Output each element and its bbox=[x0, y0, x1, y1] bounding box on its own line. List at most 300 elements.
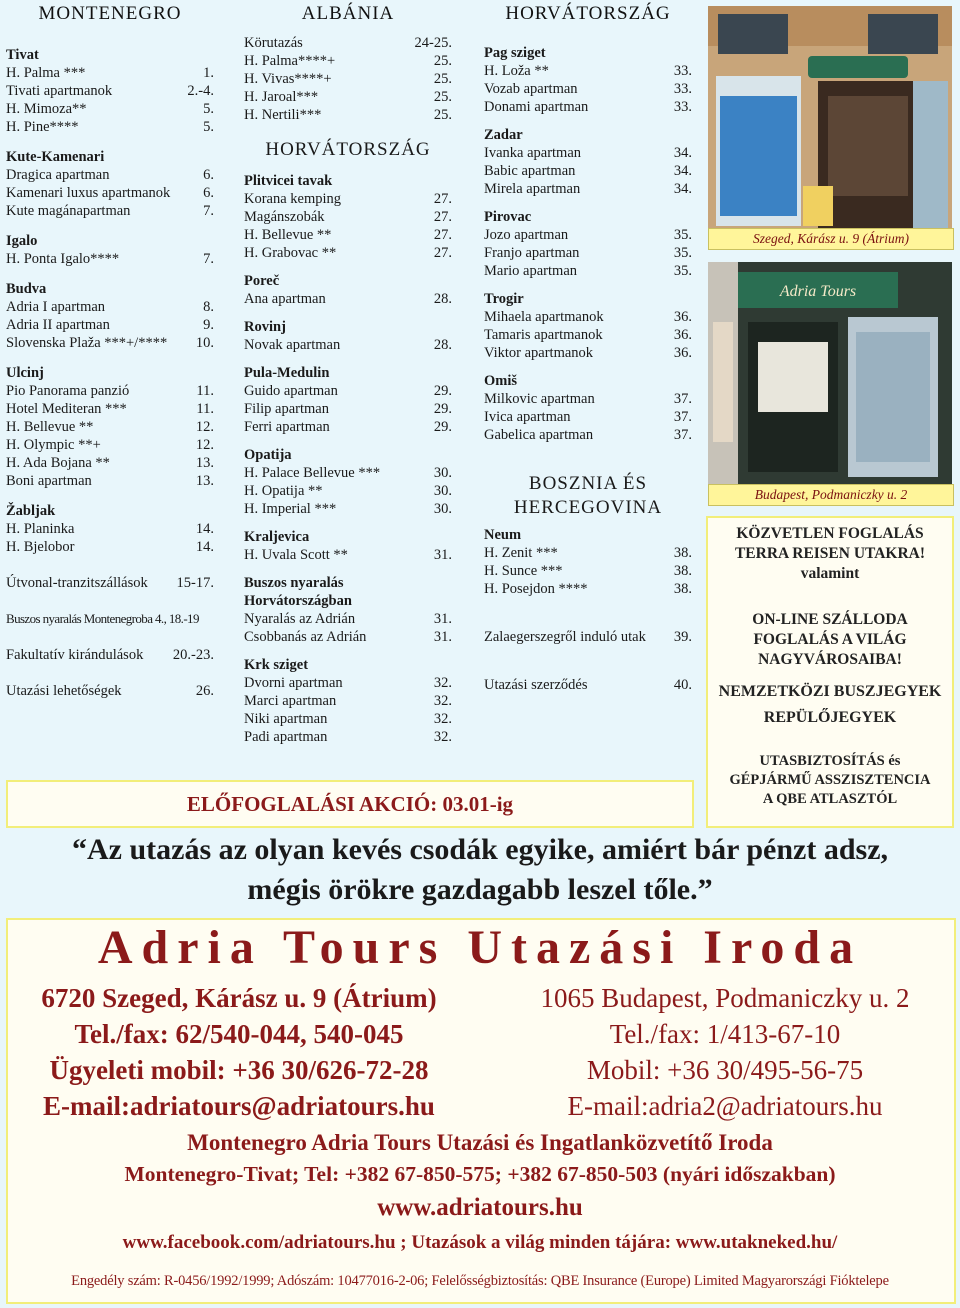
item-page: 30. bbox=[433, 483, 452, 499]
promo-box bbox=[706, 516, 954, 828]
item-name: H. Sunce *** bbox=[484, 563, 563, 579]
item-name: H. Nertili*** bbox=[244, 107, 322, 123]
list-item bbox=[484, 326, 692, 344]
item-name: Pio Panorama panzió bbox=[6, 383, 130, 399]
section-heading: Plitvicei tavak bbox=[244, 173, 333, 189]
item-name: H. Olympic **+ bbox=[6, 437, 101, 453]
promo-line-4: ON-LINE SZÁLLODA bbox=[752, 611, 908, 628]
quote-line-1: “Az utazás az olyan kevés csodák egyike, amiért bár pénzt adsz, bbox=[71, 833, 889, 866]
list-item bbox=[244, 418, 452, 436]
bosnia-sections bbox=[484, 526, 692, 598]
item-name: Hotel Mediteran *** bbox=[6, 401, 127, 417]
item-name: Adria II apartman bbox=[6, 317, 110, 333]
list-item bbox=[484, 308, 692, 326]
section bbox=[244, 364, 452, 436]
bosnia-title-line1: BOSZNIA ÉS bbox=[528, 473, 648, 494]
montenegro-title: MONTENEGRO bbox=[38, 3, 182, 24]
croatia-subtitle: HORVÁTORSZÁG bbox=[265, 139, 431, 160]
list-item bbox=[244, 34, 452, 52]
list-item bbox=[484, 562, 692, 580]
item-page: 36. bbox=[673, 327, 692, 343]
section bbox=[244, 656, 452, 746]
item-name: Körutazás bbox=[244, 35, 303, 51]
item-page: 7. bbox=[203, 251, 214, 267]
list-item bbox=[6, 334, 214, 352]
item-page: 37. bbox=[673, 427, 692, 443]
list-item bbox=[6, 418, 214, 436]
list-item bbox=[244, 500, 452, 518]
list-item bbox=[484, 162, 692, 180]
item-name: Ivica apartman bbox=[484, 409, 571, 425]
item-name: Niki apartman bbox=[244, 711, 328, 727]
croatia-extras bbox=[484, 628, 692, 694]
item-page: 32. bbox=[433, 675, 452, 691]
early-booking-text: ELŐFOGLALÁSI AKCIÓ: 03.01-ig bbox=[186, 792, 514, 816]
item-page: 31. bbox=[433, 629, 452, 645]
list-item bbox=[244, 610, 452, 628]
section bbox=[244, 446, 452, 518]
item-page: 36. bbox=[673, 345, 692, 361]
item-name: Babic apartman bbox=[484, 163, 576, 179]
storefront-photo-1 bbox=[708, 6, 952, 228]
list-item bbox=[244, 482, 452, 500]
item-name: H. Jaroal*** bbox=[244, 89, 319, 105]
item-page: 35. bbox=[673, 245, 692, 261]
item-page: 34. bbox=[673, 145, 692, 161]
promo-line-5: FOGLALÁS A VILÁG bbox=[753, 631, 907, 648]
extra-item-wrap bbox=[6, 574, 214, 592]
list-item bbox=[6, 316, 214, 334]
list-item bbox=[484, 408, 692, 426]
section bbox=[244, 528, 452, 564]
item-page: 1. bbox=[203, 65, 214, 81]
szeged-caption: Szeged, Kárász u. 9 (Átrium) bbox=[708, 228, 954, 250]
item-page: 35. bbox=[673, 263, 692, 279]
license-text: Engedély szám: R-0456/1992/1999; Adószám: 10477016-2-06; Felelősségbiztosítás: QBE Insurance (Europe) Limited Magyarországi Fióktelepe bbox=[71, 1273, 889, 1289]
item-name: H. Palma****+ bbox=[244, 53, 336, 69]
szeged-office-photo bbox=[708, 6, 952, 228]
item-name: Vozab apartman bbox=[484, 81, 578, 97]
item-name: Milkovic apartman bbox=[484, 391, 595, 407]
item-page: 38. bbox=[673, 581, 692, 597]
item-page: 11. bbox=[196, 401, 214, 417]
item-name: Kute magánapartman bbox=[6, 203, 131, 219]
section-heading: Budva bbox=[6, 281, 47, 297]
montenegro-extras bbox=[6, 574, 214, 700]
item-page: 40. bbox=[673, 677, 692, 693]
item-name: H. Opatija ** bbox=[244, 483, 323, 499]
item-page: 27. bbox=[433, 227, 452, 243]
item-page: 9. bbox=[203, 317, 214, 333]
section bbox=[6, 232, 214, 268]
list-item bbox=[244, 244, 452, 262]
list-item bbox=[6, 454, 214, 472]
item-page: 25. bbox=[433, 89, 452, 105]
item-page: 31. bbox=[433, 611, 452, 627]
item-page: 25. bbox=[433, 107, 452, 123]
item-name: H. Vivas****+ bbox=[244, 71, 332, 87]
list-item bbox=[6, 82, 214, 100]
item-name: Ivanka apartman bbox=[484, 145, 582, 161]
item-name: Magánszobák bbox=[244, 209, 325, 225]
list-item bbox=[244, 710, 452, 728]
quote-line-2: mégis örökre gazdagabb leszel tőle.” bbox=[247, 873, 713, 906]
item-name: Franjo apartman bbox=[484, 245, 580, 261]
list-item bbox=[244, 290, 452, 308]
budapest-mobile: Mobil: +36 30/495-56-75 bbox=[586, 1055, 864, 1085]
item-page: 13. bbox=[195, 473, 214, 489]
szeged-mobile: Ügyeleti mobil: +36 30/626-72-28 bbox=[49, 1055, 429, 1085]
list-item bbox=[6, 250, 214, 268]
item-page: 10. bbox=[195, 335, 214, 351]
item-page: 2.-4. bbox=[187, 83, 214, 99]
list-item bbox=[6, 520, 214, 538]
item-name: H. Pine**** bbox=[6, 119, 79, 135]
item-name: H. Uvala Scott ** bbox=[244, 547, 348, 563]
croatia-sections-a bbox=[244, 172, 452, 746]
item-name: Útvonal-tranzitszállások bbox=[6, 575, 148, 591]
promo-line-10: GÉPJÁRMŰ ASSZISZTENCIA bbox=[729, 772, 931, 788]
section bbox=[244, 318, 452, 354]
item-page: 26. bbox=[195, 683, 214, 699]
albania-items bbox=[244, 34, 452, 124]
item-name: H. Palma *** bbox=[6, 65, 86, 81]
section-heading: Pirovac bbox=[484, 209, 532, 225]
montenegro-sections bbox=[6, 46, 214, 556]
item-name: Gabelica apartman bbox=[484, 427, 594, 443]
item-page: 8. bbox=[203, 299, 214, 315]
list-item bbox=[6, 118, 214, 136]
section bbox=[6, 46, 214, 136]
item-page: 38. bbox=[673, 563, 692, 579]
item-name: H. Loža ** bbox=[484, 63, 549, 79]
item-page: 24-25. bbox=[414, 35, 452, 51]
extra-item-wrap bbox=[6, 610, 214, 628]
item-name: H. Imperial *** bbox=[244, 501, 337, 517]
item-page: 5. bbox=[203, 119, 214, 135]
section-heading: Omiš bbox=[484, 373, 518, 389]
item-page: 12. bbox=[195, 437, 214, 453]
section bbox=[484, 526, 692, 598]
list-item bbox=[6, 166, 214, 184]
section-heading: Žabljak bbox=[6, 503, 56, 519]
item-name: H. Grabovac ** bbox=[244, 245, 337, 261]
item-page: 33. bbox=[673, 99, 692, 115]
storefront-photo-2 bbox=[708, 262, 952, 484]
list-item bbox=[244, 382, 452, 400]
item-page: 31. bbox=[433, 547, 452, 563]
promo-line-3: valamint bbox=[800, 565, 860, 582]
list-item bbox=[244, 464, 452, 482]
item-name: Korana kemping bbox=[244, 191, 342, 207]
item-name: Nyaralás az Adrián bbox=[244, 611, 356, 627]
item-name: H. Ada Bojana ** bbox=[6, 455, 110, 471]
item-page: 12. bbox=[195, 419, 214, 435]
list-item bbox=[6, 610, 214, 628]
item-name: Viktor apartmanok bbox=[484, 345, 594, 361]
section-heading: Kute-Kamenari bbox=[6, 149, 105, 165]
list-item bbox=[244, 728, 452, 746]
list-item bbox=[484, 676, 692, 694]
item-name: H. Bellevue ** bbox=[6, 419, 94, 435]
early-booking-box bbox=[6, 780, 694, 828]
item-name: Buszos nyaralás Montenegroba 4., 18.-19 bbox=[6, 611, 199, 626]
section-heading: Pag sziget bbox=[484, 45, 546, 61]
item-name: Mihaela apartmanok bbox=[484, 309, 604, 325]
item-name: Ferri apartman bbox=[244, 419, 330, 435]
section bbox=[484, 208, 692, 280]
list-item bbox=[6, 382, 214, 400]
albania-title: ALBÁNIA bbox=[301, 3, 395, 24]
albania-column bbox=[244, 0, 452, 746]
item-name: H. Bjelobor bbox=[6, 539, 75, 555]
szeged-address: 6720 Szeged, Kárász u. 9 (Átrium) bbox=[41, 983, 437, 1013]
item-name: H. Posejdon **** bbox=[484, 581, 588, 597]
item-page: 25. bbox=[433, 53, 452, 69]
list-item bbox=[484, 62, 692, 80]
section-heading: Zadar bbox=[484, 127, 523, 143]
budapest-caption: Budapest, Podmaniczky u. 2 bbox=[708, 484, 954, 506]
section-heading: Ulcinj bbox=[6, 365, 44, 381]
list-item bbox=[484, 628, 692, 646]
list-item bbox=[244, 628, 452, 646]
section bbox=[6, 148, 214, 220]
list-item bbox=[484, 580, 692, 598]
item-page: 37. bbox=[673, 409, 692, 425]
list-item bbox=[484, 144, 692, 162]
list-item bbox=[484, 226, 692, 244]
section-heading: Opatija bbox=[244, 447, 292, 463]
bosnia-title bbox=[484, 472, 692, 520]
item-page: 29. bbox=[433, 401, 452, 417]
budapest-address: 1065 Budapest, Podmaniczky u. 2 bbox=[540, 983, 910, 1013]
section-heading: Rovinj bbox=[244, 319, 286, 335]
item-name: Ana apartman bbox=[244, 291, 326, 307]
list-item bbox=[6, 202, 214, 220]
list-item bbox=[6, 682, 214, 700]
agency-name: Adria Tours Utazási Iroda bbox=[97, 921, 863, 974]
item-page: 28. bbox=[433, 291, 452, 307]
sign-text: Adria Tours bbox=[779, 283, 857, 300]
promo-line-9: UTASBIZTOSÍTÁS és bbox=[759, 753, 901, 769]
montenegro-column bbox=[6, 0, 214, 700]
item-name: Utazási lehetőségek bbox=[6, 683, 122, 699]
szeged-email[interactable]: E-mail:adriatours@adriatours.hu bbox=[43, 1091, 435, 1121]
item-page: 32. bbox=[433, 693, 452, 709]
list-item bbox=[244, 208, 452, 226]
item-page: 25. bbox=[433, 71, 452, 87]
extra-item-wrap bbox=[6, 646, 214, 664]
extra-item-wrap bbox=[6, 682, 214, 700]
list-item bbox=[484, 344, 692, 362]
budapest-office-photo bbox=[708, 262, 952, 484]
item-page: 38. bbox=[673, 545, 692, 561]
list-item bbox=[244, 70, 452, 88]
list-item bbox=[6, 646, 214, 664]
item-page: 37. bbox=[673, 391, 692, 407]
list-item bbox=[244, 190, 452, 208]
section bbox=[484, 44, 692, 116]
bosnia-title-line2: HERCEGOVINA bbox=[513, 497, 663, 518]
item-page: 30. bbox=[433, 465, 452, 481]
item-page: 14. bbox=[195, 521, 214, 537]
item-name: H. Mimoza** bbox=[6, 101, 87, 117]
item-name: Boni apartman bbox=[6, 473, 92, 489]
list-item bbox=[6, 184, 214, 202]
item-page: 33. bbox=[673, 63, 692, 79]
list-item bbox=[6, 64, 214, 82]
item-name: Tivati apartmanok bbox=[6, 83, 113, 99]
list-item bbox=[244, 546, 452, 564]
list-item bbox=[244, 52, 452, 70]
list-item bbox=[484, 244, 692, 262]
list-item bbox=[6, 436, 214, 454]
szeged-tel: Tel./fax: 62/540-044, 540-045 bbox=[74, 1019, 404, 1049]
list-item bbox=[484, 262, 692, 280]
item-page: 27. bbox=[433, 245, 452, 261]
list-item bbox=[244, 692, 452, 710]
promo-line-1: KÖZVETLEN FOGLALÁS bbox=[736, 525, 924, 542]
list-item bbox=[6, 538, 214, 556]
item-name: H. Palace Bellevue *** bbox=[244, 465, 381, 481]
budapest-tel: Tel./fax: 1/413-67-10 bbox=[609, 1019, 841, 1049]
item-page: 30. bbox=[433, 501, 452, 517]
list-item bbox=[244, 88, 452, 106]
list-item bbox=[484, 390, 692, 408]
item-name: Zalaegerszegről induló utak bbox=[484, 629, 646, 645]
item-page: 20.-23. bbox=[172, 647, 214, 663]
section bbox=[6, 502, 214, 556]
item-name: Mario apartman bbox=[484, 263, 578, 279]
section bbox=[244, 574, 452, 646]
section-heading: Trogir bbox=[484, 291, 524, 307]
item-name: Fakultatív kirándulások bbox=[6, 647, 144, 663]
list-item bbox=[244, 336, 452, 354]
item-name: Dragica apartman bbox=[6, 167, 110, 183]
list-item bbox=[484, 180, 692, 198]
item-page: 27. bbox=[433, 209, 452, 225]
promo-line-8: REPÜLŐJEGYEK bbox=[763, 709, 897, 726]
section bbox=[484, 290, 692, 362]
list-item bbox=[244, 674, 452, 692]
item-page: 34. bbox=[673, 181, 692, 197]
item-page: 32. bbox=[433, 729, 452, 745]
item-name: Slovenska Plaža ***+/**** bbox=[6, 335, 168, 351]
list-item bbox=[244, 106, 452, 124]
item-page: 6. bbox=[203, 167, 214, 183]
list-item bbox=[244, 400, 452, 418]
promo-line-7: NEMZETKÖZI BUSZJEGYEK bbox=[718, 683, 942, 700]
item-page: 15-17. bbox=[176, 575, 214, 591]
list-item bbox=[484, 98, 692, 116]
item-page: 34. bbox=[673, 163, 692, 179]
section-heading: Krk sziget bbox=[244, 657, 309, 673]
section-heading: Tivat bbox=[6, 47, 39, 63]
section-heading: Neum bbox=[484, 527, 522, 543]
item-page: 36. bbox=[673, 309, 692, 325]
section bbox=[244, 272, 452, 308]
budapest-email[interactable]: E-mail:adria2@adriatours.hu bbox=[567, 1091, 883, 1121]
extra-item-wrap bbox=[484, 628, 692, 646]
list-item bbox=[6, 400, 214, 418]
section-heading: Igalo bbox=[6, 233, 38, 249]
list-item bbox=[484, 426, 692, 444]
item-name: Tamaris apartmanok bbox=[484, 327, 603, 343]
list-item bbox=[6, 298, 214, 316]
promo-line-2: TERRA REISEN UTAKRA! bbox=[734, 545, 926, 562]
item-name: Guido apartman bbox=[244, 383, 338, 399]
item-page: 32. bbox=[433, 711, 452, 727]
item-name: Kamenari luxus apartmanok bbox=[6, 185, 171, 201]
section bbox=[484, 126, 692, 198]
promo-line-11: A QBE ATLASZTÓL bbox=[762, 791, 898, 807]
item-page: 14. bbox=[195, 539, 214, 555]
list-item bbox=[6, 472, 214, 490]
list-item bbox=[484, 544, 692, 562]
item-name: Adria I apartman bbox=[6, 299, 106, 315]
item-page: 29. bbox=[433, 383, 452, 399]
item-name: Jozo apartman bbox=[484, 227, 569, 243]
croatia-sections-b bbox=[484, 44, 692, 444]
section-heading: Buszos nyaralás Horvátországban bbox=[244, 575, 352, 609]
item-name: Csobbanás az Adrián bbox=[244, 629, 367, 645]
extra-item-wrap bbox=[484, 676, 692, 694]
section bbox=[484, 372, 692, 444]
croatia-column bbox=[484, 0, 692, 694]
item-name: Filip apartman bbox=[244, 401, 329, 417]
item-name: Novak apartman bbox=[244, 337, 341, 353]
item-name: H. Ponta Igalo**** bbox=[6, 251, 120, 267]
section-heading: Kraljevica bbox=[244, 529, 310, 545]
section bbox=[6, 280, 214, 352]
list-item bbox=[6, 100, 214, 118]
list-item bbox=[244, 226, 452, 244]
section-heading: Pula-Medulin bbox=[244, 365, 330, 381]
item-page: 33. bbox=[673, 81, 692, 97]
item-name: Dvorni apartman bbox=[244, 675, 343, 691]
montenegro-contact: Montenegro-Tivat; Tel: +382 67-850-575; +382 67-850-503 (nyári időszakban) bbox=[124, 1162, 836, 1186]
section-heading: Poreč bbox=[244, 273, 280, 289]
item-name: Donami apartman bbox=[484, 99, 589, 115]
list-item bbox=[6, 574, 214, 592]
item-name: Mirela apartman bbox=[484, 181, 581, 197]
list-item bbox=[484, 80, 692, 98]
item-page: 28. bbox=[433, 337, 452, 353]
item-name: Utazási szerződés bbox=[484, 677, 588, 693]
item-page: 27. bbox=[433, 191, 452, 207]
montenegro-office: Montenegro Adria Tours Utazási és Ingatlanközvetítő Iroda bbox=[187, 1130, 773, 1155]
item-page: 7. bbox=[203, 203, 214, 219]
item-name: Marci apartman bbox=[244, 693, 337, 709]
item-name: H. Planinka bbox=[6, 521, 75, 537]
item-page: 39. bbox=[673, 629, 692, 645]
social-links[interactable]: www.facebook.com/adriatours.hu ; Utazások a világ minden tájára: www.utakneked.hu/ bbox=[122, 1232, 838, 1253]
item-name: Padi apartman bbox=[244, 729, 328, 745]
item-page: 29. bbox=[433, 419, 452, 435]
section bbox=[244, 172, 452, 262]
promo-line-6: NAGYVÁROSAIBA! bbox=[758, 651, 902, 668]
section bbox=[6, 364, 214, 490]
item-page: 11. bbox=[196, 383, 214, 399]
item-name: H. Zenit *** bbox=[484, 545, 558, 561]
croatia-title: HORVÁTORSZÁG bbox=[505, 3, 671, 24]
item-page: 6. bbox=[203, 185, 214, 201]
item-name: H. Bellevue ** bbox=[244, 227, 332, 243]
item-page: 13. bbox=[195, 455, 214, 471]
item-page: 35. bbox=[673, 227, 692, 243]
item-page: 5. bbox=[203, 101, 214, 117]
website-link[interactable]: www.adriatours.hu bbox=[377, 1194, 583, 1221]
